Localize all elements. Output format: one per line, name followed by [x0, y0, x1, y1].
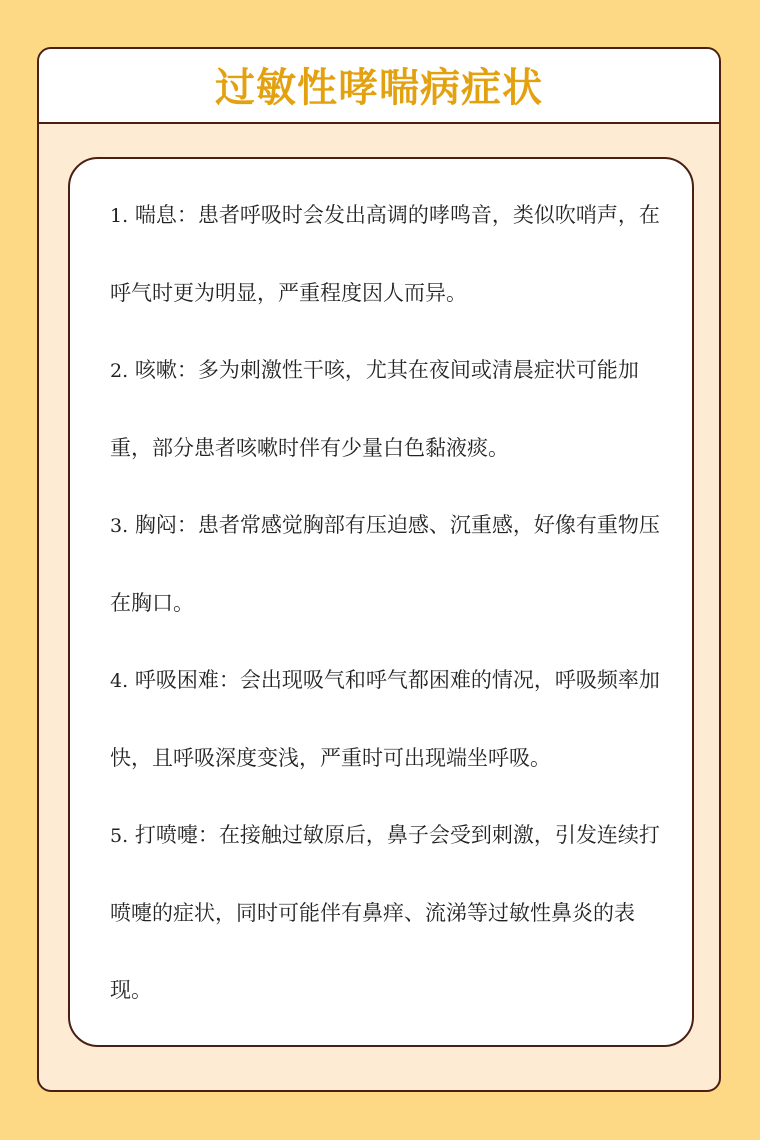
page-title: 过敏性哮喘病症状	[215, 65, 543, 111]
symptom-item-3	[110, 487, 670, 642]
symptom-text: 喘息：患者呼吸时会发出高调的哮鸣音，类似吹哨声，在呼气时更为明显，严重程度因人而异。	[110, 203, 660, 305]
symptom-number: 1.	[110, 205, 129, 227]
symptom-list	[110, 177, 670, 1029]
symptom-item-1	[110, 177, 670, 332]
info-card	[37, 47, 721, 1092]
symptom-number: 3.	[110, 515, 129, 537]
symptom-number: 4.	[110, 670, 129, 692]
symptom-item-4	[110, 642, 670, 797]
symptom-text: 呼吸困难：会出现吸气和呼气都困难的情况，呼吸频率加快，且呼吸深度变浅，严重时可出现端坐呼吸。	[110, 668, 660, 770]
symptom-number: 5.	[110, 825, 129, 847]
symptom-item-5	[110, 797, 670, 1029]
symptom-item-2	[110, 332, 670, 487]
symptom-text: 打喷嚏：在接触过敏原后，鼻子会受到刺激，引发连续打喷嚏的症状，同时可能伴有鼻痒、流涕等过敏性鼻炎的表现。	[110, 823, 660, 1002]
symptom-text: 胸闷：患者常感觉胸部有压迫感、沉重感，好像有重物压在胸口。	[110, 513, 660, 615]
symptom-number: 2.	[110, 360, 129, 382]
card-header	[39, 49, 719, 124]
content-panel	[68, 157, 694, 1047]
symptom-text: 咳嗽：多为刺激性干咳，尤其在夜间或清晨症状可能加重，部分患者咳嗽时伴有少量白色黏液痰。	[110, 358, 639, 460]
